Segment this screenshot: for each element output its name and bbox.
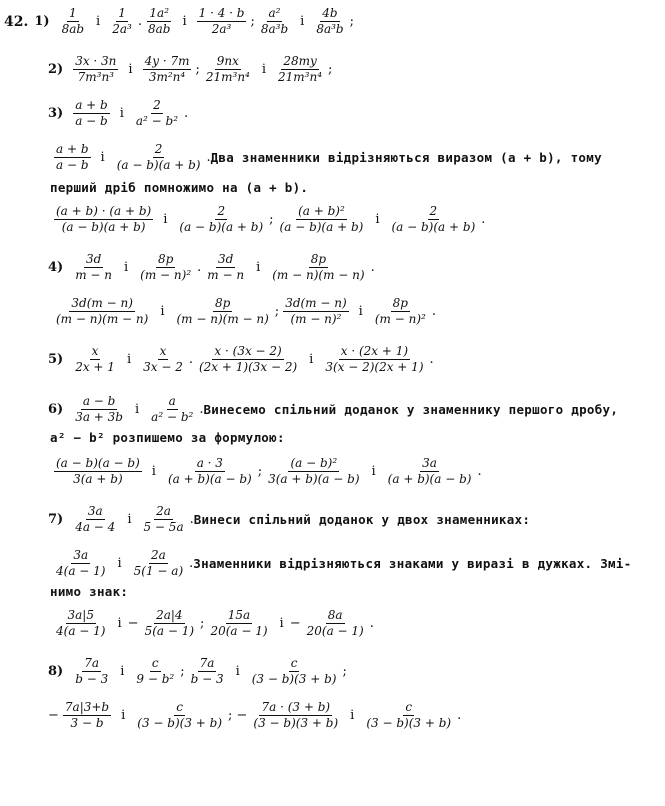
fraction: [132, 548, 185, 579]
text: 2): [48, 62, 64, 77]
numerator: (a + b) · (a + b): [56, 204, 152, 218]
numerator: a − b: [82, 394, 116, 408]
numerator: 3d: [218, 252, 234, 266]
fraction: [115, 142, 203, 173]
numerator: c: [176, 700, 184, 714]
conjunction: і: [117, 616, 122, 631]
fraction: [138, 252, 193, 283]
denominator: (m − n)(m − n): [272, 268, 365, 282]
numerator: 2a: [151, 548, 166, 562]
numerator: 7a: [199, 656, 215, 670]
numerator: (a + b)²: [298, 204, 345, 218]
conjunction: і: [96, 14, 101, 29]
conjunction: і: [121, 708, 126, 723]
fraction: [60, 6, 86, 37]
fraction: [54, 548, 107, 579]
numerator: x · (2x + 1): [340, 344, 409, 358]
numerator: 3x · 3n: [75, 54, 117, 68]
part-7-explain-2: $\frac{3a}{4(a - 1)}$ і $\frac{2a}{5(1 - a)}$ . Знаменники відрізняються знаками у виразі в дужках. Змі-: [56, 548, 632, 578]
fraction: [149, 394, 195, 425]
denominator: (3 − b)(3 + b): [366, 716, 452, 730]
fraction: [73, 98, 110, 129]
fraction: [73, 252, 114, 283]
numerator: 3a: [73, 548, 89, 562]
explanation-text: Винеси спільний доданок у двох знаменниках:: [193, 512, 531, 527]
numerator: 28my: [283, 54, 317, 68]
denominator: 5 − 5a: [143, 520, 184, 534]
numerator: 8p: [310, 252, 327, 266]
fraction: [259, 6, 290, 37]
numerator: a + b: [75, 98, 108, 112]
numerator: 2: [154, 142, 163, 156]
denominator: (a − b)(a + b): [179, 220, 264, 234]
denominator: 2x + 1: [75, 360, 115, 374]
conjunction: і: [127, 512, 132, 527]
fraction: [63, 700, 111, 731]
conjunction: і: [371, 464, 376, 479]
conjunction: і: [135, 402, 140, 417]
numerator: 2: [429, 204, 438, 218]
conjunction: і: [309, 352, 314, 367]
fraction: [270, 252, 366, 283]
denominator: 8a³b: [316, 22, 344, 36]
fraction: [389, 204, 477, 235]
problem-number: 42.: [4, 13, 29, 30]
denominator: 20(a − 1): [210, 624, 268, 638]
denominator: b − 3: [75, 672, 109, 686]
fraction: [141, 504, 185, 535]
fraction: [143, 608, 196, 639]
conjunction: і: [124, 260, 129, 275]
numerator: 4b: [322, 6, 338, 20]
text: нимо знак:: [50, 584, 129, 599]
numerator: 15a: [227, 608, 251, 622]
numerator: c: [151, 656, 159, 670]
text: 8): [48, 664, 64, 679]
denominator: 3(a + b)(a − b): [268, 472, 360, 486]
fraction: [305, 608, 366, 639]
conjunction: і: [350, 708, 355, 723]
conjunction: і: [126, 352, 132, 367]
part-3-explain: $\frac{a + b}{a - b}$ і $\frac{2}{(a - b)(a + b)}$ . Два знаменники відрізняються виразом (a + b), тому: [56, 142, 602, 172]
denominator: (m − n)(m − n): [176, 312, 269, 326]
part-4-result: $\frac{3d(m - n)}{(m - n)(m - n)}$ і $\frac{8p}{(m - n)(m - n)}$ ; $\frac{3d(m - n)}{\text{(m − n)²}}$ і $\frac{8p}{\text{(m − n)²}}$ .: [56, 296, 436, 326]
text: 3): [48, 106, 64, 121]
denominator: (a − b)(a + b): [61, 220, 146, 234]
fraction: [134, 98, 180, 129]
text: 5): [48, 352, 64, 367]
text: a² − b² розпишемо за формулою:: [50, 430, 285, 445]
fraction: [141, 344, 185, 375]
part-3-explain-2: [50, 180, 665, 195]
denominator: 4(a − 1): [56, 564, 106, 578]
text: 7): [48, 512, 64, 527]
conjunction: і: [375, 212, 380, 227]
denominator: 3m²n⁴: [148, 70, 186, 84]
conjunction: і: [163, 212, 168, 227]
numerator: 3a: [87, 504, 103, 518]
denominator: (3 − b)(3 + b): [253, 716, 339, 730]
fraction: [54, 142, 91, 173]
part-4-line: 4) $\frac{3d}{m - n}$ і $\frac{8p}{\text{(m − n)²}}$ . $\frac{3d}{m - n}$ і $\frac{8p}{(m - n)(m - n)}$ .: [48, 252, 375, 282]
fraction: [146, 6, 172, 37]
numerator: 8p: [214, 296, 231, 310]
fraction: [73, 54, 118, 85]
denominator: (m − n)(m − n): [56, 312, 149, 326]
numerator: (a − b)²: [290, 456, 338, 470]
denominator: 21m³n⁴: [278, 70, 323, 84]
numerator: 7a|3+b: [64, 700, 110, 714]
fraction: [364, 700, 453, 731]
explanation-text: Винесемо спільний доданок у знаменнику першого дробу,: [203, 402, 619, 417]
numerator: 9nx: [216, 54, 239, 68]
fraction: [197, 6, 247, 37]
denominator: 4(a − 1): [56, 624, 106, 638]
fraction: [73, 394, 125, 425]
part-7-line: 7) $\frac{3a}{4a - 4}$ і $\frac{2a}{5 - 5a}$ . Винеси спільний доданок у двох знаменниках:: [48, 504, 531, 534]
part-6-result: $\frac{(a - b)(a - b)}{3(a + b)}$ і $\frac{a \cdot 3}{(a + b)(a - b)}$ ; $\frac{\text{(a − b)²}}{3(a + b)(a - b)}$ і $\frac{3a}{(a + b)(a - b)}$ .: [56, 456, 482, 486]
conjunction: і: [120, 664, 125, 679]
numerator: 3a|5: [67, 608, 94, 622]
explanation-text: Два знаменники відрізняються виразом (a + b), тому: [210, 150, 602, 165]
denominator: 21m³n⁴: [205, 70, 250, 84]
fraction: [54, 204, 153, 235]
denominator: 2a³: [211, 22, 232, 36]
conjunction: і: [279, 616, 284, 631]
numerator: 8a: [327, 608, 343, 622]
fraction: [135, 700, 224, 731]
conjunction: і: [256, 260, 261, 275]
numerator: c: [290, 656, 298, 670]
denominator: a² − b²: [151, 410, 194, 424]
part-3-result: $\frac{(a + b) \cdot (a + b)}{(a - b)(a + b)}$ і $\frac{2}{(a - b)(a + b)}$ ; $\frac{\text{(a + b)²}}{(a - b)(a + b)}$ і $\frac{2}{(a - b)(a + b)}$ .: [56, 204, 486, 234]
numerator: x · (3x − 2): [214, 344, 282, 358]
denominator: 3(a + b): [73, 472, 123, 486]
numerator: 1: [68, 6, 77, 20]
part-7-result: $\frac{3a|5}{4(a - 1)}$ і − $\frac{2a|4}{5(a - 1)}$ ; $\frac{15a}{20(a - 1)}$ і − $\frac{8a}{20(a - 1)}$ .: [56, 608, 374, 638]
denominator: (m − n)²: [140, 268, 192, 282]
denominator: 3 − b: [70, 716, 104, 730]
part-1-line: 42. 1) $\frac{1}{8ab}$ і $\frac{1}{\text{2a³}}$ . $\frac{\text{1a²}}{8ab}$ і $\frac{1 \cdot 4 \cdot b}{\text{2a³}}$ ; $\frac{\text{a²}}{\text{8a³b}}$ і $\frac{4b}{\text{8a³b}}$ ;: [4, 6, 354, 36]
fraction: [189, 656, 226, 687]
numerator: x: [91, 344, 99, 358]
numerator: 2: [153, 98, 161, 112]
conjunction: і: [160, 304, 165, 319]
fraction: [54, 296, 150, 327]
denominator: (m − n)²: [374, 312, 426, 326]
fraction: [166, 456, 254, 487]
fraction: [386, 456, 474, 487]
fraction: [197, 344, 299, 375]
conjunction: і: [117, 556, 122, 571]
numerator: a²: [268, 6, 281, 20]
denominator: 3x − 2: [143, 360, 183, 374]
fraction: [73, 656, 110, 687]
numerator: 3a: [422, 456, 437, 470]
denominator: (a − b)(a + b): [391, 220, 476, 234]
fraction: [373, 296, 428, 327]
denominator: (m − n)²: [290, 312, 342, 326]
denominator: (a + b)(a − b): [387, 472, 472, 486]
fraction: [54, 608, 107, 639]
fraction: [283, 296, 348, 327]
conjunction: і: [151, 464, 156, 479]
denominator: a − b: [75, 114, 108, 128]
fraction: [134, 656, 176, 687]
fraction: [251, 700, 340, 731]
text: перший дріб помножимо на (a + b).: [50, 180, 309, 195]
denominator: b − 3: [190, 672, 224, 686]
denominator: (a − b)(a + b): [116, 158, 201, 172]
numerator: 7a · (3 + b): [261, 700, 331, 714]
denominator: (2x + 1)(3x − 2): [198, 360, 298, 374]
numerator: a · 3: [196, 456, 223, 470]
fraction: [278, 204, 366, 235]
part-8-result: − $\frac{7a|3+b}{3 - b}$ і $\frac{c}{(3 - b)(3 + b)}$ ; − $\frac{7a \cdot (3 + b)}{(3 - b)(3 + b)}$ і $\frac{c}{(3 - b)(3 + b)}$ .: [48, 700, 462, 730]
part-2-line: 2) $\frac{3x \cdot 3n}{\text{7m³n³}}$ і $\frac{4y \cdot 7m}{\text{3m²n⁴}}$ ; $\frac{9nx}{\text{21m³n⁴}}$ і $\frac{28my}{\text{21m³n⁴}}$ ;: [48, 54, 333, 84]
text: Знаменники відрізняються знаками у виразі в дужках. Змі-: [193, 556, 632, 571]
text: 4): [48, 260, 64, 275]
conjunction: і: [128, 62, 133, 77]
numerator: 1 · 4 · b: [198, 6, 245, 20]
numerator: a + b: [56, 142, 89, 156]
fraction: [276, 54, 324, 85]
part-8-line: 8) $\frac{7a}{b - 3}$ і $\frac{c}{\text{9 − b²}}$ ; $\frac{7a}{b - 3}$ і $\frac{c}{(3 - b)(3 + b)}$ ;: [48, 656, 347, 686]
denominator: 3(x − 2)(2x + 1): [325, 360, 424, 374]
numerator: 8p: [392, 296, 408, 310]
denominator: 8ab: [147, 22, 171, 36]
fraction: [177, 204, 265, 235]
numerator: 7a: [84, 656, 100, 670]
numerator: 1a²: [149, 6, 170, 20]
numerator: 2a|4: [156, 608, 183, 622]
numerator: c: [405, 700, 413, 714]
numerator: 2a: [156, 504, 171, 518]
numerator: 3d(m − n): [71, 296, 133, 310]
numerator: x: [159, 344, 167, 358]
part-6-explain-2: [50, 430, 665, 445]
denominator: 8ab: [61, 22, 85, 36]
conjunction: і: [182, 14, 187, 29]
fraction: [110, 6, 134, 37]
denominator: 2a³: [112, 22, 132, 36]
numerator: 2: [217, 204, 226, 218]
fraction: [73, 344, 117, 375]
part-7-explain-3: [50, 584, 665, 599]
part-label: 1): [34, 14, 50, 29]
numerator: 3d: [85, 252, 102, 266]
denominator: m − n: [75, 268, 112, 282]
fraction: [174, 296, 270, 327]
denominator: (3 − b)(3 + b): [137, 716, 223, 730]
denominator: 4a − 4: [75, 520, 116, 534]
denominator: m − n: [207, 268, 245, 282]
denominator: (a + b)(a − b): [167, 472, 252, 486]
fraction: [250, 656, 339, 687]
conjunction: і: [119, 106, 124, 121]
fraction: [73, 504, 117, 535]
denominator: 3a + 3b: [75, 410, 123, 424]
numerator: 4y · 7m: [144, 54, 190, 68]
numerator: (a − b)(a − b): [56, 456, 140, 470]
fraction: [266, 456, 361, 487]
numerator: 3d(m − n): [285, 296, 347, 310]
fraction: [143, 54, 192, 85]
denominator: a − b: [56, 158, 89, 172]
conjunction: і: [261, 62, 267, 77]
denominator: 9 − b²: [136, 672, 175, 686]
fraction: [204, 54, 252, 85]
numerator: 1: [118, 6, 126, 20]
denominator: (a − b)(a + b): [279, 220, 364, 234]
fraction: [205, 252, 246, 283]
part-5-line: 5) $\frac{x}{2x + 1}$ і $\frac{x}{3x - 2}$ . $\frac{x \cdot (3x - 2)}{(2x + 1)(3x - 2)}$ і $\frac{x \cdot (2x + 1)}{3(x - 2)(2x + 1)}$ .: [48, 344, 434, 374]
conjunction: і: [235, 664, 240, 679]
fraction: [208, 608, 269, 639]
denominator: a² − b²: [135, 114, 179, 128]
numerator: 8p: [157, 252, 174, 266]
denominator: (3 − b)(3 + b): [251, 672, 337, 686]
denominator: 20(a − 1): [306, 624, 364, 638]
denominator: 5(a − 1): [144, 624, 195, 638]
conjunction: і: [100, 150, 105, 165]
fraction: [323, 344, 425, 375]
conjunction: і: [300, 14, 305, 29]
conjunction: і: [358, 304, 363, 319]
part-3-line: 3) $\frac{a + b}{a - b}$ і $\frac{2}{\text{a² − b²}}$ .: [48, 98, 189, 128]
text: 6): [48, 402, 64, 417]
numerator: a: [168, 394, 176, 408]
denominator: 5(1 − a): [133, 564, 184, 578]
denominator: 7m³n³: [77, 70, 114, 84]
fraction: [54, 456, 142, 487]
fraction: [314, 6, 345, 37]
denominator: 8a³b: [260, 22, 289, 36]
part-6-line: 6) $\frac{a - b}{3a + 3b}$ і $\frac{a}{\text{a² − b²}}$ . Винесемо спільний доданок у знаменнику першого дробу,: [48, 394, 619, 424]
